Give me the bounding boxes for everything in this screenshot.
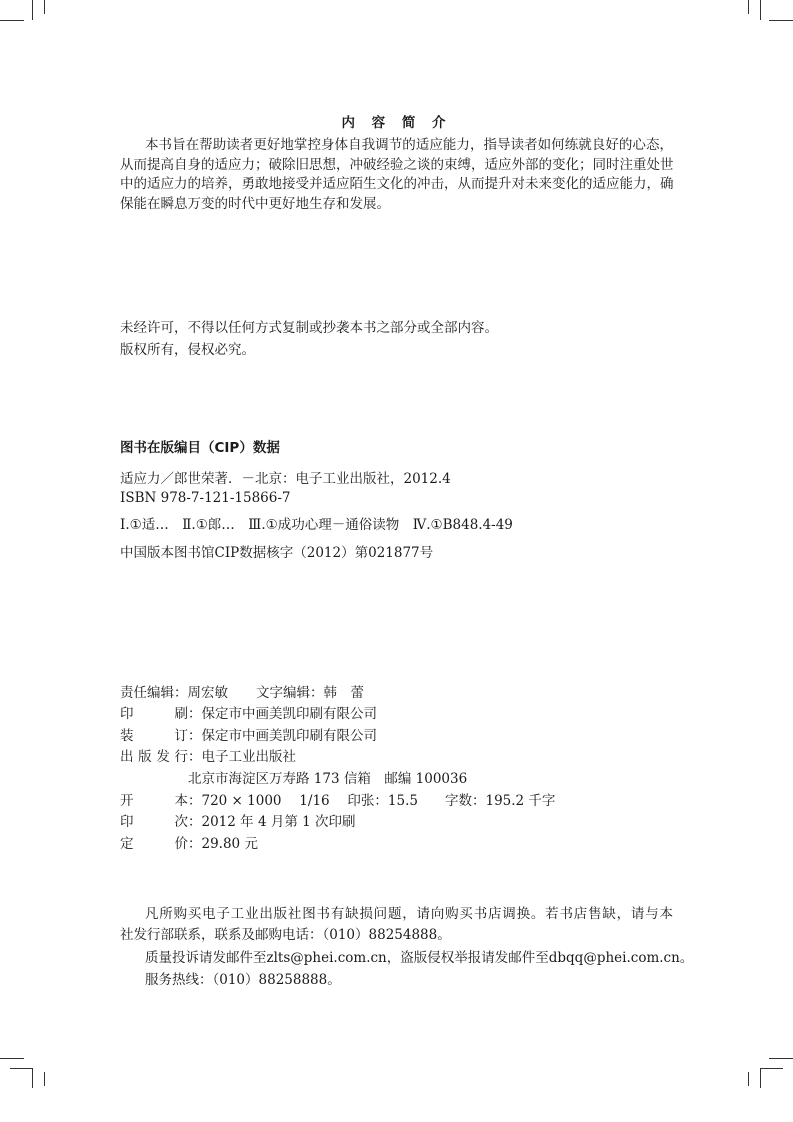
- summary-line: 从而提高自身的适应力；破除旧思想，冲破经验之谈的束缚，适应外部的变化；同时注重处世: [120, 157, 674, 173]
- crop-mark-bl: [0, 1058, 24, 1059]
- crop-mark-tl: [0, 20, 24, 21]
- cip-classification: Ⅰ.①适… Ⅱ.①郎… Ⅲ.①成功心理－通俗读物 Ⅳ.①B848.4-49: [120, 517, 513, 533]
- crop-mark-tr: [769, 20, 793, 21]
- printing-line: 印刷：保定市中画美凯印刷有限公司: [120, 706, 377, 722]
- summary-title: 内 容 简 介: [341, 115, 452, 131]
- copyright-notice: 版权所有，侵权必究。: [120, 342, 255, 358]
- publisher: 电子工业出版社: [201, 749, 296, 765]
- cip-heading: 图书在版编目（CIP）数据: [120, 440, 280, 456]
- summary-line: 中的适应力的培养，勇敢地接受并适应陌生文化的冲击，从而提升对未来变化的适应能力，确: [120, 176, 674, 192]
- printing: 保定市中画美凯印刷有限公司: [201, 706, 377, 722]
- editor: 周宏敏: [187, 685, 228, 701]
- cip-isbn: ISBN 978-7-121-15866-7: [120, 490, 291, 506]
- address: 北京市海淀区万寿路 173 信箱 邮编 100036: [188, 771, 468, 787]
- binding: 保定市中画美凯印刷有限公司: [201, 728, 377, 744]
- format-line: 开本：720 × 1000 1/16 印张：15.5 字数：195.2 千字: [120, 793, 556, 809]
- edition-label: 印次: [120, 814, 188, 830]
- summary-line: 本书旨在帮助读者更好地掌控身体自我调节的适应能力，指导读者如何练就良好的心态，: [145, 137, 673, 153]
- crop-mark-tl: [32, 0, 33, 20]
- binding-label: 装订: [120, 728, 188, 744]
- printing-label: 印刷: [120, 706, 188, 722]
- format: 720 × 1000 1/16 印张：15.5 字数：195.2 千字: [201, 793, 556, 809]
- format-label: 开本: [120, 793, 188, 809]
- publisher-line: 出版发行：电子工业出版社: [120, 749, 296, 765]
- crop-mark-tr: [760, 0, 761, 20]
- binding-line: 装订：保定市中画美凯印刷有限公司: [120, 728, 377, 744]
- crop-mark-br: [760, 1068, 761, 1088]
- price-label: 定价: [120, 836, 188, 852]
- edition: 2012 年 4 月第 1 次印刷: [201, 814, 356, 830]
- crop-mark-br: [769, 1058, 793, 1059]
- editor-label: 责任编辑：: [120, 685, 188, 701]
- text-editor-label: 文字编辑：: [256, 685, 324, 701]
- crop-mark-tr: [748, 0, 749, 14]
- notice-line: 凡所购买电子工业出版社图书有缺损问题，请向购买书店调换。若书店售缺，请与本: [145, 906, 673, 922]
- notice-line: 服务热线：（010）88258888。: [145, 972, 341, 988]
- crop-mark-tl: [44, 0, 45, 14]
- cip-line: 适应力／郎世荣著．－北京：电子工业出版社，2012.4: [120, 471, 451, 487]
- crop-mark-bl: [10, 1068, 32, 1069]
- crop-mark-bl: [44, 1072, 45, 1086]
- crop-mark-br: [748, 1072, 749, 1086]
- notice-line: 社发行部联系，联系及邮购电话：（010）88254888。: [120, 927, 451, 943]
- editors-line: [120, 685, 364, 701]
- price: 29.80 元: [201, 836, 258, 852]
- crop-mark-br: [761, 1068, 783, 1069]
- summary-line: 保能在瞬息万变的时代中更好地生存和发展。: [120, 196, 390, 212]
- crop-mark-bl: [32, 1068, 33, 1088]
- edition-line: 印次：2012 年 4 月第 1 次印刷: [120, 814, 356, 830]
- notice-line: 质量投诉请发邮件至zlts@phei.com.cn，盗版侵权举报请发邮件至dbqq@phei.com.cn。: [145, 950, 694, 966]
- cip-record: 中国版本图书馆CIP数据核字（2012）第021877号: [120, 545, 434, 561]
- copyright-notice: 未经许可，不得以任何方式复制或抄袭本书之部分或全部内容。: [120, 320, 498, 336]
- price-line: 定价：29.80 元: [120, 836, 258, 852]
- publisher-label: 出版发行: [120, 749, 188, 765]
- text-editor: 韩 蕾: [323, 685, 364, 701]
